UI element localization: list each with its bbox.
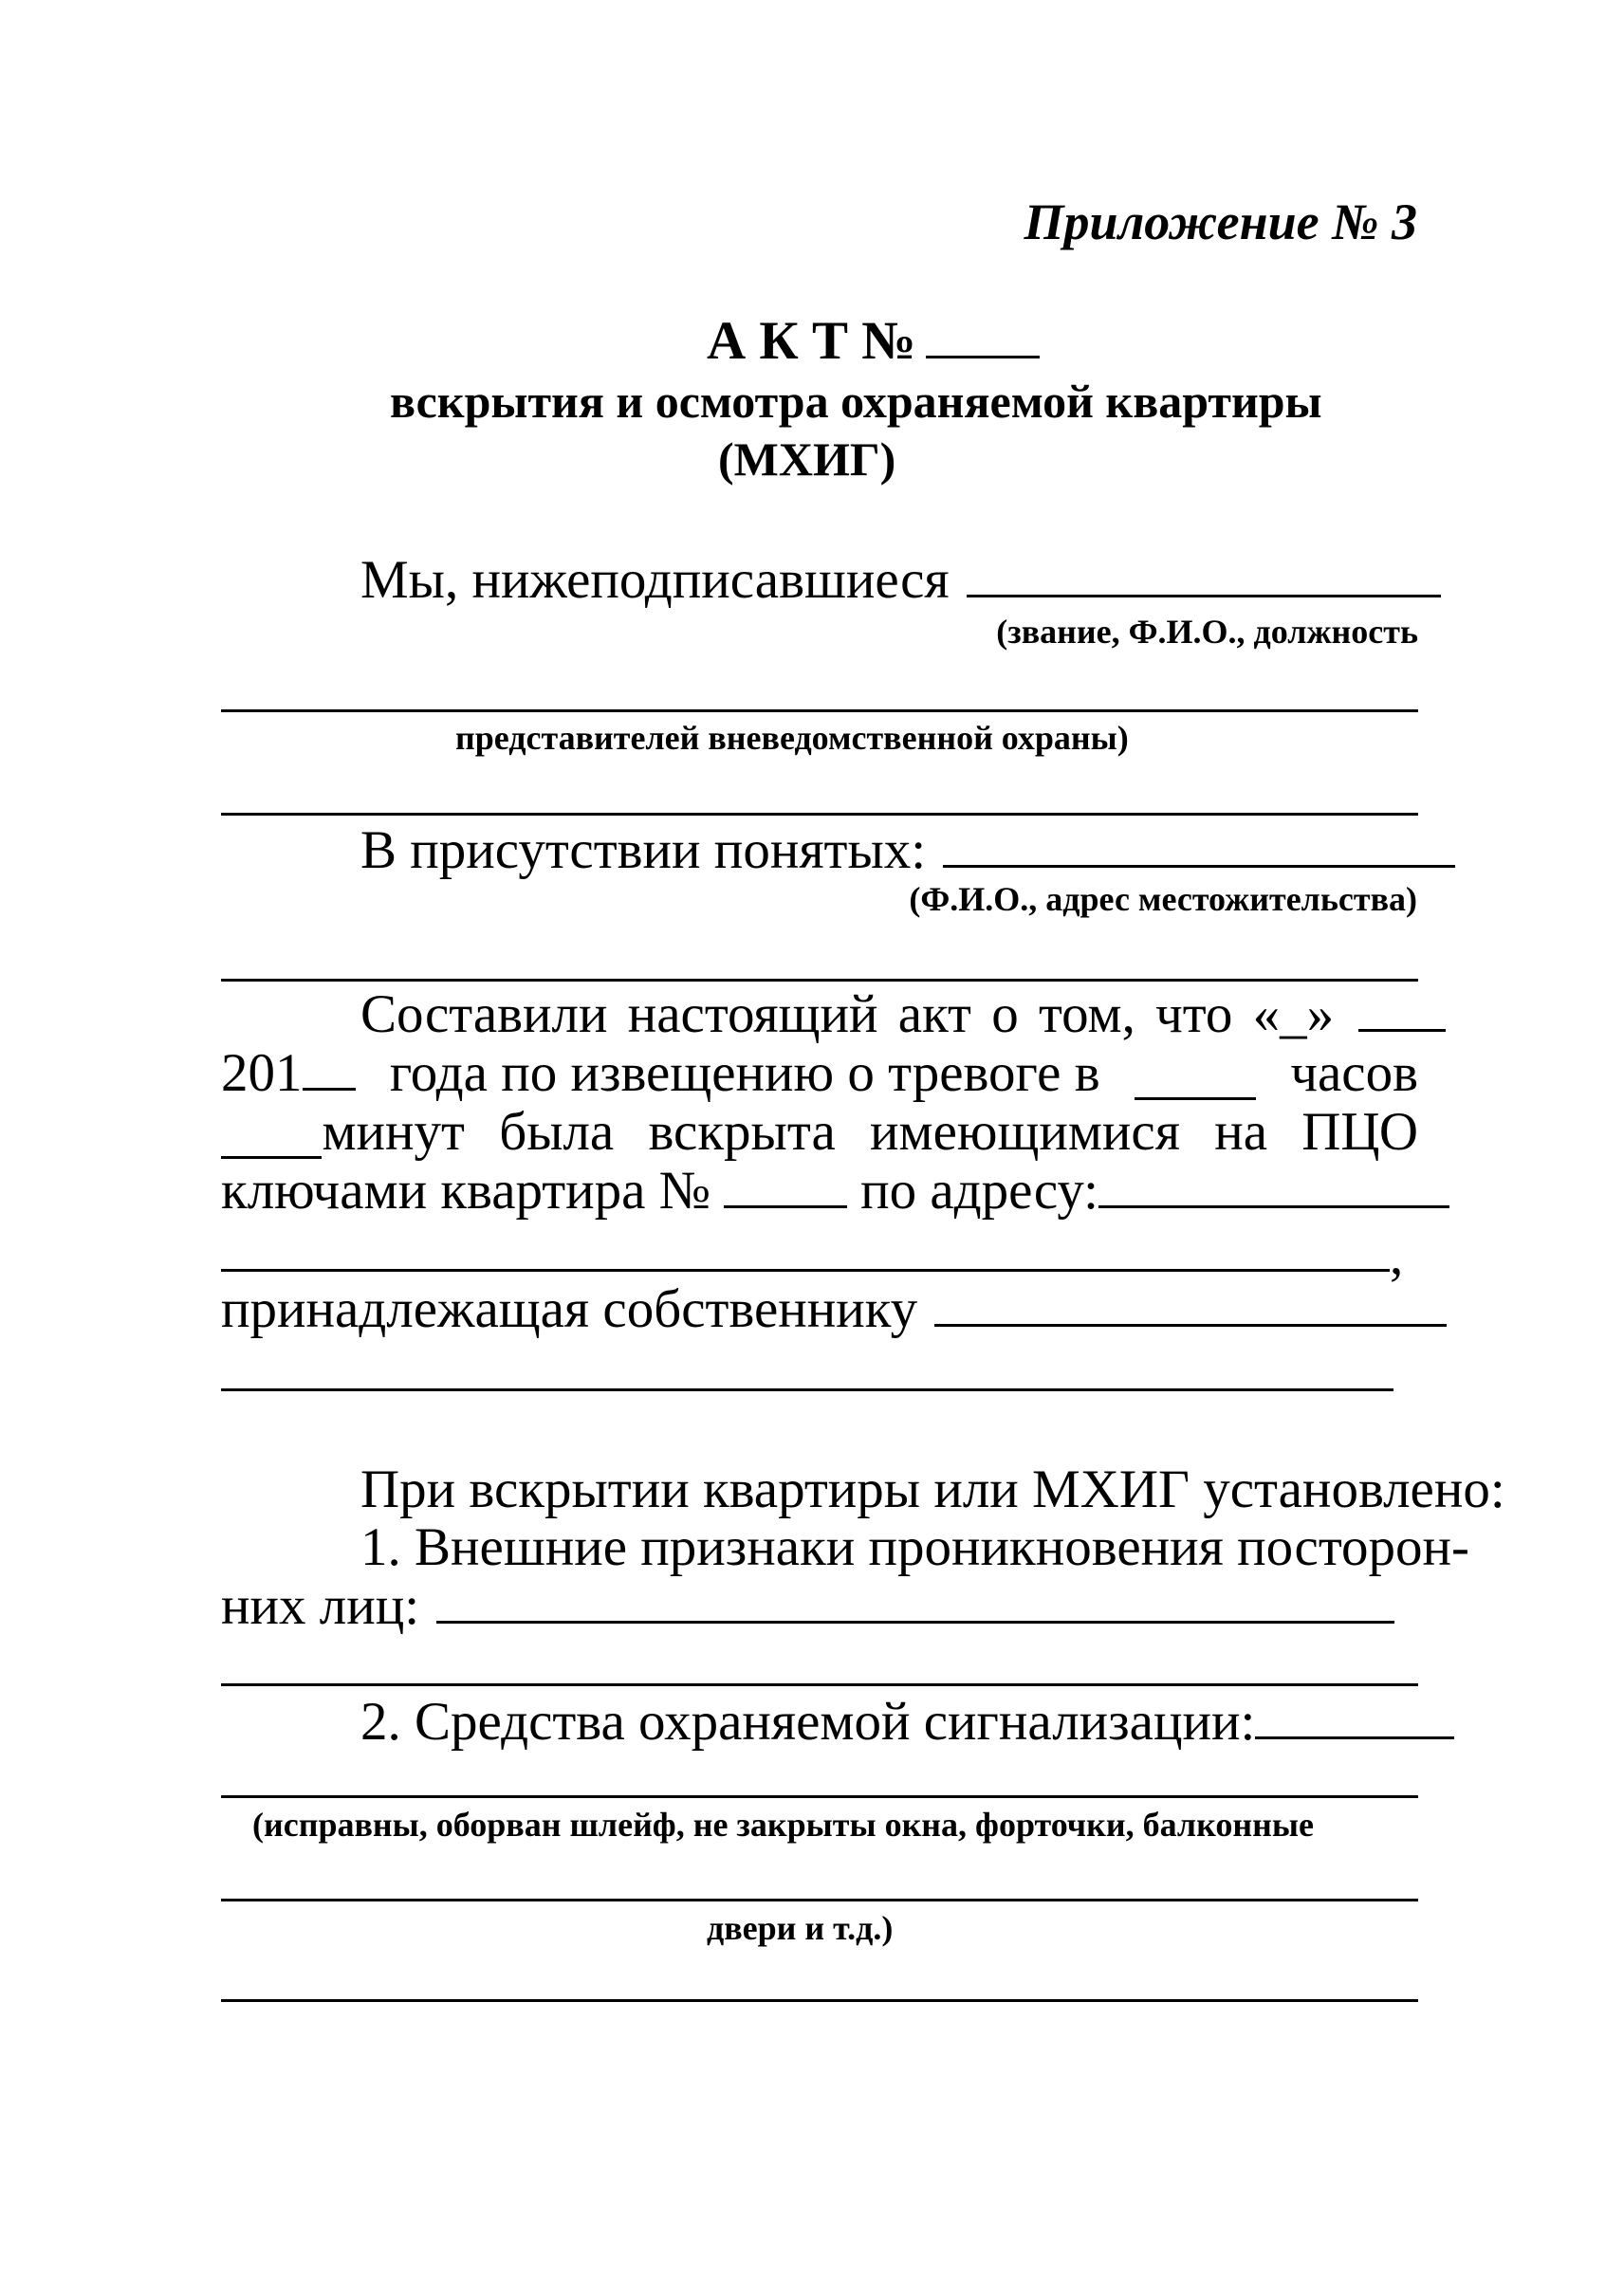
finding-1-line-3[interactable]	[221, 1683, 1418, 1686]
finding-2-note-1: (исправны, оборван шлейф, не закрыты окна, форточки, балконные	[252, 1806, 1314, 1844]
date-month-field[interactable]	[1358, 1029, 1446, 1032]
finding-2-line-3[interactable]	[221, 1899, 1418, 1901]
apartment-number-field[interactable]	[724, 1205, 847, 1208]
undersigned-field[interactable]	[967, 595, 1441, 597]
owner-line-2[interactable]	[221, 1388, 1393, 1391]
address-field[interactable]	[1098, 1205, 1449, 1208]
appendix-label: Приложение № 3	[1024, 193, 1417, 250]
statement-line-1	[360, 984, 1446, 1044]
year-prefix: 201	[221, 1043, 303, 1103]
statement-text-1: Составили настоящий акт о том, что «_»	[360, 984, 1335, 1044]
witnesses-text: В присутствии понятых:	[360, 820, 927, 880]
alarm-text: года по извещению о тревоге в	[389, 1043, 1100, 1103]
finding-2-note-2: двери и т.д.)	[707, 1909, 894, 1947]
undersigned-line-2[interactable]	[221, 709, 1418, 712]
owner-label: принадлежащая собственнику	[221, 1279, 918, 1339]
intrusion-signs-field[interactable]	[436, 1621, 1394, 1624]
witnesses-line-2[interactable]	[221, 979, 1418, 982]
undersigned-note: (звание, Ф.И.О., должность	[996, 613, 1418, 651]
year-group	[221, 1043, 356, 1103]
finding-1-line-1: 1. Внешние признаки проникновения посторон-	[360, 1517, 1469, 1577]
act-title-text: А К Т №	[707, 311, 916, 371]
undersigned-label	[360, 550, 1441, 610]
witnesses-label	[360, 820, 1455, 880]
apartment-label: ключами квартира №	[221, 1161, 711, 1221]
act-subtitle: вскрытия и осмотра охраняемой квартиры	[390, 375, 1322, 428]
year-field[interactable]	[303, 1088, 356, 1091]
address-label: по адресу:	[860, 1161, 1098, 1221]
hours-label: часов	[1290, 1043, 1418, 1103]
finding-1-label: них лиц:	[221, 1576, 420, 1636]
statement-line-2	[221, 1043, 1418, 1103]
witnesses-field[interactable]	[943, 865, 1455, 868]
witnesses-note: (Ф.И.О., адрес местожительства)	[909, 880, 1417, 918]
minutes-text: минут была вскрыта имеющимися на ПЦО	[322, 1102, 1418, 1162]
owner-field[interactable]	[934, 1324, 1447, 1327]
act-title	[707, 311, 1040, 371]
finding-2-label: 2. Средства охраняемой сигнализации:	[360, 1692, 1256, 1752]
minutes-field[interactable]	[221, 1105, 322, 1159]
undersigned-text: Мы, нижеподписавшиеся	[360, 550, 950, 610]
act-subtitle-mhig: (МХИГ)	[718, 432, 896, 486]
statement-line-3	[221, 1102, 1418, 1162]
undersigned-note-2: представителей вневедомственной охраны)	[455, 719, 1129, 757]
address-comma: ,	[1390, 1226, 1404, 1286]
finding-1-line-2	[221, 1576, 1394, 1636]
finding-2-line-4[interactable]	[221, 1999, 1418, 2002]
finding-2-line-2[interactable]	[221, 1795, 1418, 1798]
owner-line	[221, 1279, 1447, 1339]
hours-field[interactable]	[1135, 1046, 1256, 1100]
alarm-status-field[interactable]	[1255, 1736, 1454, 1739]
act-number-field[interactable]	[926, 356, 1040, 358]
finding-2	[360, 1692, 1454, 1752]
findings-intro: При вскрытии квартиры или МХИГ установлено:	[360, 1460, 1505, 1519]
statement-line-4	[221, 1161, 1449, 1221]
address-line-2[interactable]	[221, 1269, 1390, 1272]
undersigned-line-3[interactable]	[221, 813, 1418, 816]
